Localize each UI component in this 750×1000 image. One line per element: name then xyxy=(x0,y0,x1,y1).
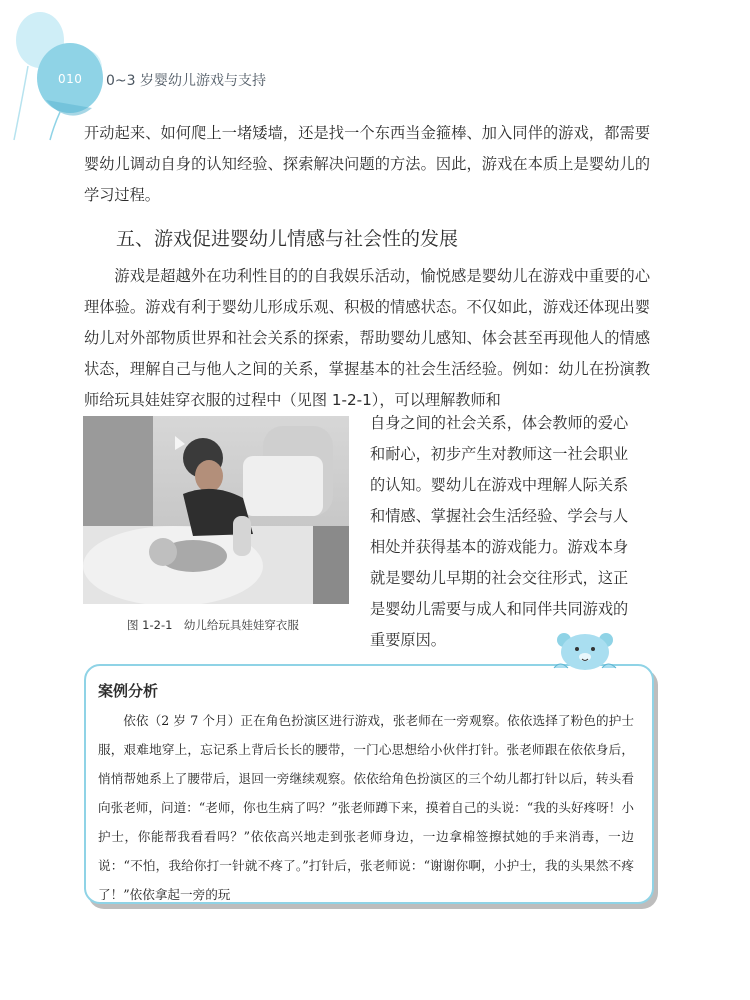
case-text: 依依（2 岁 7 个月）正在角色扮演区进行游戏，张老师在一旁观察。依依选择了粉色的护士服，艰难地穿上，忘记系上背后长长的腰带，一门心思想给小伙伴打针。张老师跟在依依身后，悄悄帮她系上了腰带后，退回一旁继续观察。依依给角色扮演区的三个幼儿都打针以后，转头看向张老师，问道：“老师，你也生病了吗？”张老师蹲下来，摸着自己的头说：“我的头好疼呀！小护士，你能帮我看看吗？”依依高兴地走到张老师身边，一边拿棉签擦拭她的手来消毒，一边说：“不怕，我给你打一针就不疼了。”打针后，张老师说：“谢谢你啊，小护士，我的头果然不疼了！”依依拿起一旁的玩 xyxy=(98,713,634,902)
figure-caption: 图 1-2-1 幼儿给玩具娃娃穿衣服 xyxy=(127,618,299,632)
figure-photo xyxy=(83,416,349,604)
section-heading: 五、游戏促进婴幼儿情感与社会性的发展 xyxy=(116,228,459,250)
wrapped-text xyxy=(370,408,650,656)
wrap-line: 和耐心，初步产生对教师这一社会职业 xyxy=(370,445,629,463)
wrap-line: 相处并获得基本的游戏能力。游戏本身 xyxy=(370,538,629,556)
page-number: 010 xyxy=(58,72,83,86)
wrap-line: 自身之间的社会关系，体会教师的爱心 xyxy=(370,414,629,432)
case-title: 案例分析 xyxy=(98,682,159,700)
wrap-line: 的认知。婴幼儿在游戏中理解人际关系 xyxy=(370,476,629,494)
intro-paragraph: 开动起来、如何爬上一堵矮墙，还是找一个东西当金箍棒、加入同伴的游戏，都需要婴幼儿调动自身的认知经验、探索解决问题的方法。因此，游戏在本质上是婴幼儿的学习过程。 xyxy=(84,124,650,204)
main-paragraph: 游戏是超越外在功利性目的的自我娱乐活动，愉悦感是婴幼儿在游戏中重要的心理体验。游戏有利于婴幼儿形成乐观、积极的情感状态。不仅如此，游戏还体现出婴幼儿对外部物质世界和社会关系的探索，帮助婴幼儿感知、体会甚至再现他人的情感状态，理解自己与他人之间的关系，掌握基本的社会生活经验。例如：幼儿在扮演教师给玩具娃娃穿衣服的过程中（见图 1-2-1），可以理解教师和 xyxy=(84,267,650,409)
wrap-line: 和情感、掌握社会生活经验、学会与人 xyxy=(370,507,629,525)
bear-icon xyxy=(548,632,622,676)
wrap-line: 就是婴幼儿早期的社会交往形式，这正 xyxy=(370,569,629,587)
running-title: 0~3 岁婴幼儿游戏与支持 xyxy=(106,73,266,89)
wrap-line: 重要原因。 xyxy=(370,631,446,649)
wrap-line: 是婴幼儿需要与成人和同伴共同游戏的 xyxy=(370,600,629,618)
